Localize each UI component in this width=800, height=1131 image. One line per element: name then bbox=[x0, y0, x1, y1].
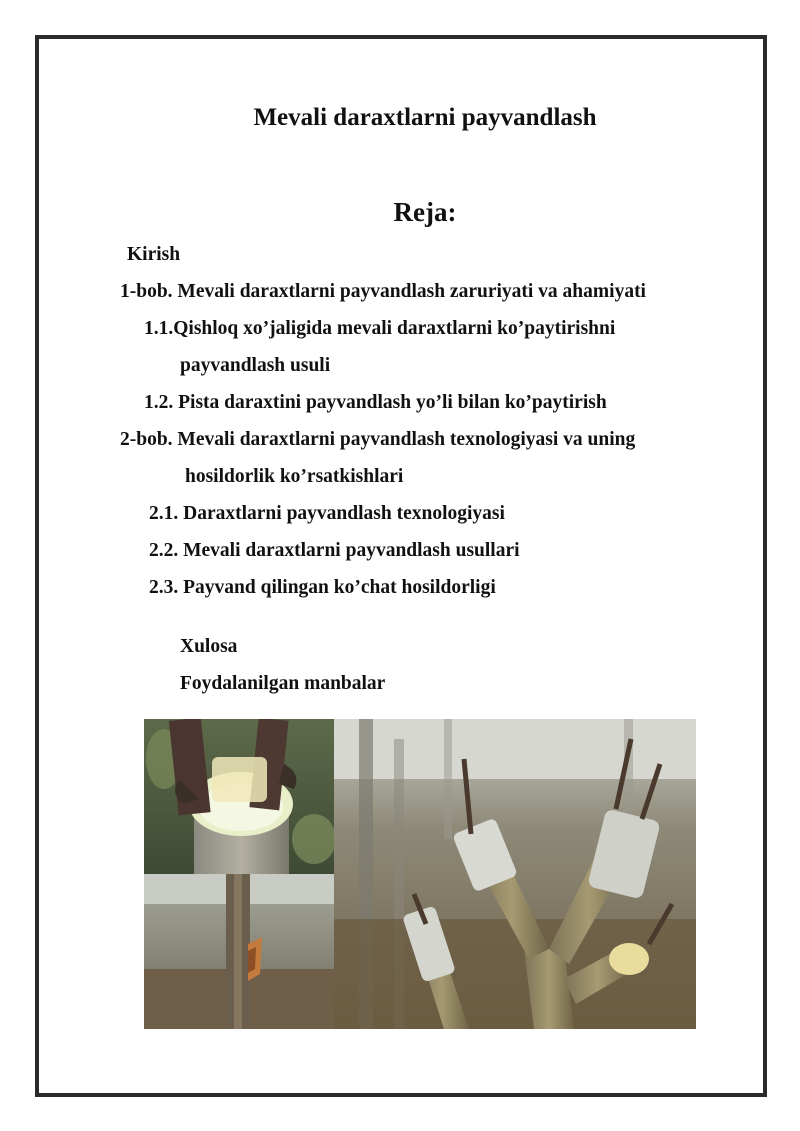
toc-item-conclusion: Xulosa bbox=[180, 636, 238, 657]
toc-item-1-2: 1.2. Pista daraxtini payvandlash yo’li bilan ko’paytirish bbox=[144, 392, 607, 413]
toc-item-chapter-1: 1-bob. Mevali daraxtlarni payvandlash zaruriyati va ahamiyati bbox=[120, 281, 646, 302]
document-title: Mevali daraxtlarni payvandlash bbox=[253, 104, 597, 131]
plan-heading: Reja: bbox=[393, 197, 457, 227]
toc-item-2-1: 2.1. Daraxtlarni payvandlash texnologiyasi bbox=[149, 503, 505, 524]
toc-item-1-1-continued: payvandlash usuli bbox=[180, 355, 331, 376]
toc-item-chapter-2-continued: hosildorlik ko’rsatkishlari bbox=[185, 466, 404, 487]
toc-item-intro: Kirish bbox=[127, 244, 181, 265]
toc-item-2-2: 2.2. Mevali daraxtlarni payvandlash usullari bbox=[149, 540, 520, 561]
photo-bark-graft-stem bbox=[144, 874, 334, 1029]
toc-item-2-3: 2.3. Payvand qilingan ko’chat hosildorligi bbox=[149, 577, 496, 598]
photo-cleft-graft-closeup bbox=[144, 719, 336, 874]
toc-item-references: Foydalanilgan manbalar bbox=[180, 673, 386, 694]
toc-item-chapter-2: 2-bob. Mevali daraxtlarni payvandlash texnologiyasi va uning bbox=[120, 429, 636, 450]
photo-grafted-tree bbox=[334, 719, 696, 1029]
grafting-photos bbox=[144, 719, 696, 1029]
toc-item-1-1: 1.1.Qishloq xo’jaligida mevali daraxtlarni ko’paytirishni bbox=[144, 318, 616, 339]
